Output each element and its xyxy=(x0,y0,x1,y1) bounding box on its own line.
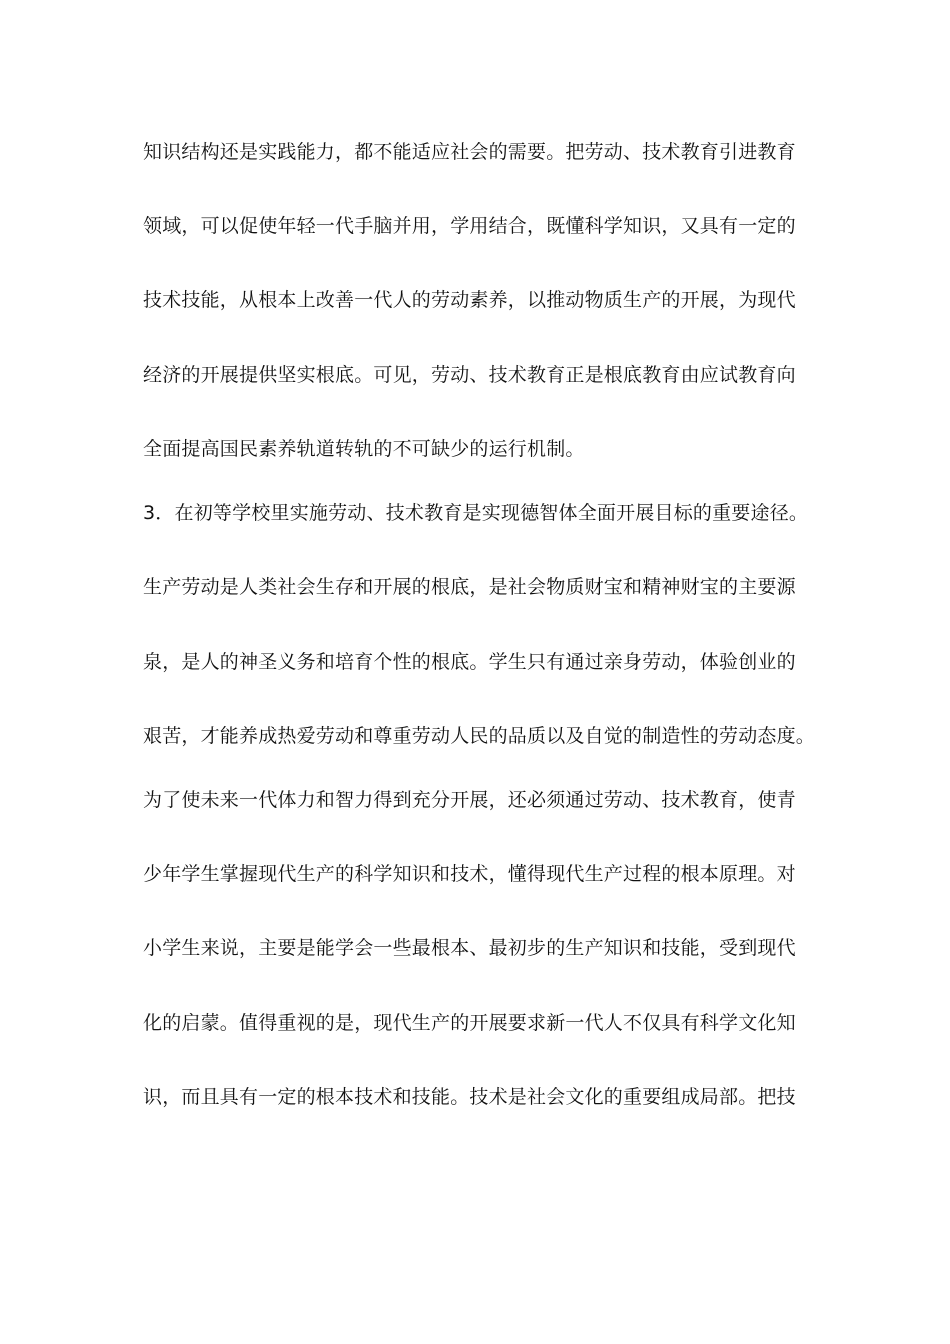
text-line: 生产劳动是人类社会生存和开展的根底，是社会物质财宝和精神财宝的主要源 xyxy=(143,576,796,598)
text-line: 艰苦，才能养成热爱劳动和尊重劳动人民的品质以及自觉的制造性的劳动态度。 xyxy=(143,725,816,747)
text-line: 技术技能，从根本上改善一代人的劳动素养，以推动物质生产的开展，为现代 xyxy=(143,289,796,311)
text-line: 化的启蒙。值得重视的是，现代生产的开展要求新一代人不仅具有科学文化知 xyxy=(143,1012,796,1034)
text-line: 小学生来说，主要是能学会一些最根本、最初步的生产知识和技能，受到现代 xyxy=(143,937,796,959)
text-line: 少年学生掌握现代生产的科学知识和技术，懂得现代生产过程的根本原理。对 xyxy=(143,863,796,885)
text-line: 为了使未来一代体力和智力得到充分开展，还必须通过劳动、技术教育，使青 xyxy=(143,789,796,811)
text-line: 全面提高国民素养轨道转轨的不可缺少的运行机制。 xyxy=(143,438,585,460)
text-line: 识，而且具有一定的根本技术和技能。技术是社会文化的重要组成局部。把技 xyxy=(143,1086,796,1108)
text-line: 知识结构还是实践能力，都不能适应社会的需要。把劳动、技术教育引进教育 xyxy=(143,141,796,163)
text-line: 领域，可以促使年轻一代手脑并用，学用结合，既懂科学知识，又具有一定的 xyxy=(143,215,796,237)
text-line: 泉，是人的神圣义务和培育个性的根底。学生只有通过亲身劳动，体验创业的 xyxy=(143,651,796,673)
text-line: 经济的开展提供坚实根底。可见，劳动、技术教育正是根底教育由应试教育向 xyxy=(143,364,796,386)
section-heading-line: 3．在初等学校里实施劳动、技术教育是实现德智体全面开展目标的重要途径。 xyxy=(143,502,809,524)
